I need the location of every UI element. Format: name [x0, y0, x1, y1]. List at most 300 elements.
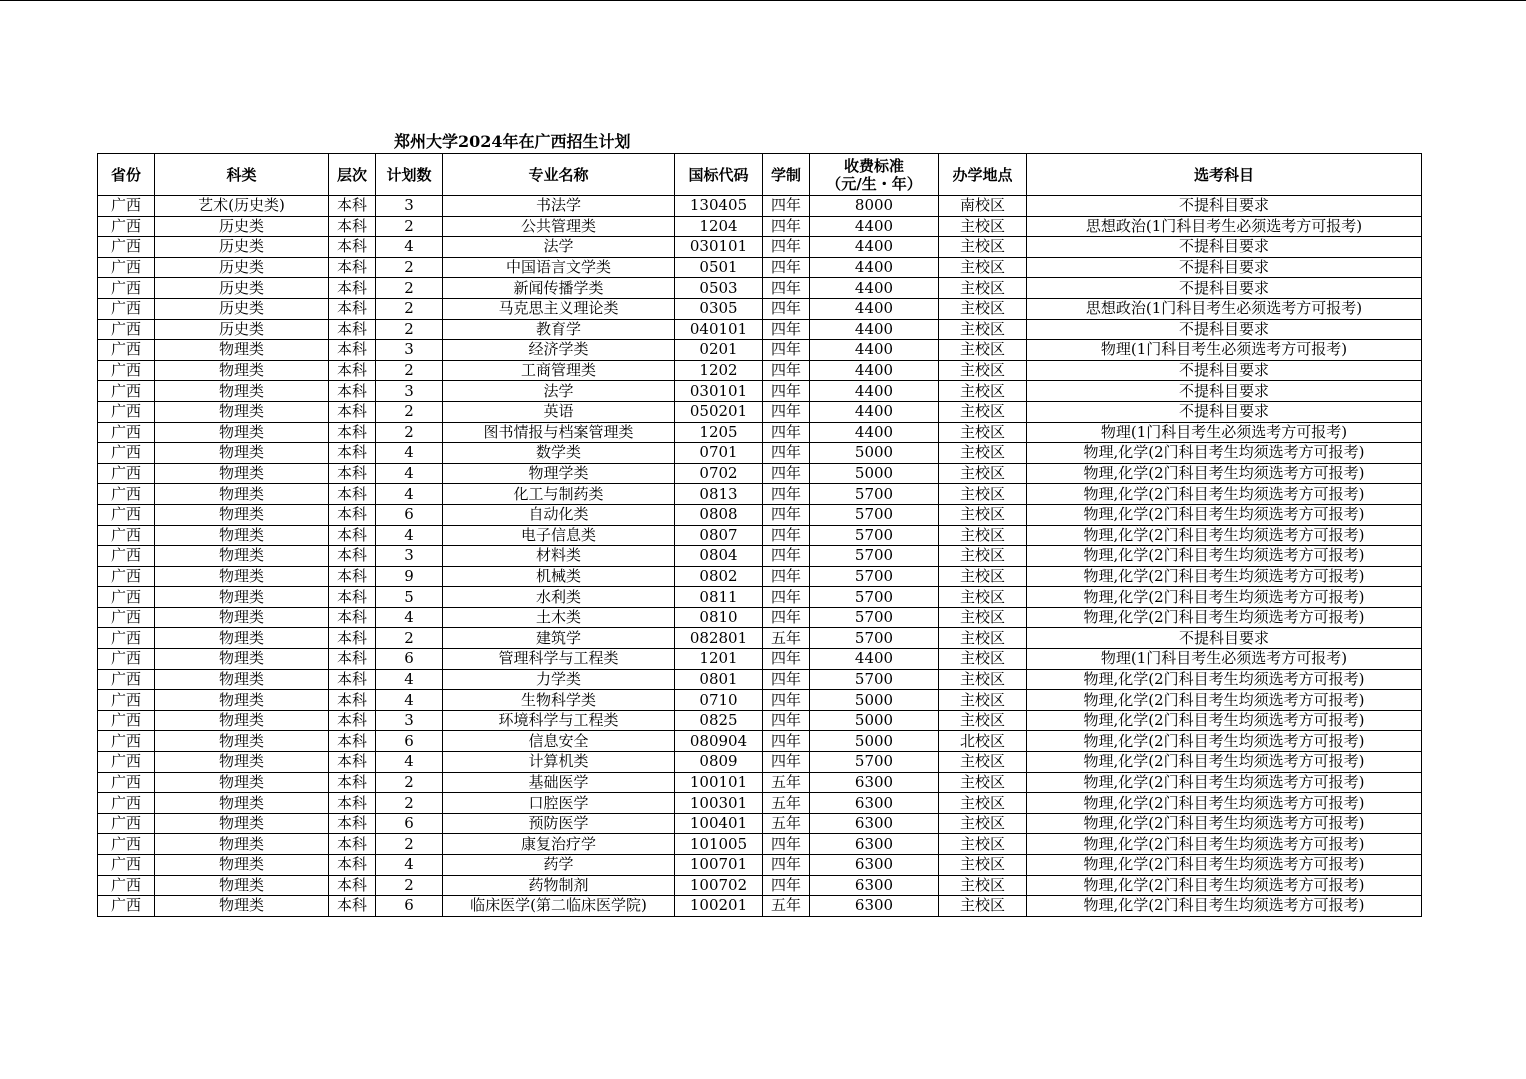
cell-subjects: 物理,化学(2门科目考生均须选考方可报考) — [1027, 793, 1422, 814]
cell-code: 0810 — [675, 607, 763, 628]
cell-category: 物理类 — [155, 463, 329, 484]
cell-category: 物理类 — [155, 401, 329, 422]
cell-fee: 5000 — [810, 443, 939, 464]
cell-code: 0808 — [675, 504, 763, 525]
cell-duration: 四年 — [763, 587, 810, 608]
cell-campus: 主校区 — [939, 628, 1027, 649]
cell-major: 教育学 — [443, 319, 675, 340]
cell-plan: 4 — [376, 855, 443, 876]
cell-plan: 4 — [376, 237, 443, 258]
cell-duration: 四年 — [763, 875, 810, 896]
cell-duration: 五年 — [763, 793, 810, 814]
cell-plan: 6 — [376, 731, 443, 752]
cell-fee: 5700 — [810, 484, 939, 505]
cell-level: 本科 — [329, 813, 376, 834]
cell-plan: 2 — [376, 278, 443, 299]
cell-province: 广西 — [98, 381, 155, 402]
cell-major: 自动化类 — [443, 504, 675, 525]
cell-subjects: 物理,化学(2门科目考生均须选考方可报考) — [1027, 731, 1422, 752]
table-row — [98, 484, 1422, 505]
cell-major: 生物科学类 — [443, 690, 675, 711]
cell-plan: 9 — [376, 566, 443, 587]
cell-subjects: 不提科目要求 — [1027, 319, 1422, 340]
cell-plan: 4 — [376, 669, 443, 690]
cell-code: 040101 — [675, 319, 763, 340]
cell-fee: 4400 — [810, 278, 939, 299]
cell-level: 本科 — [329, 628, 376, 649]
table-row — [98, 401, 1422, 422]
cell-plan: 2 — [376, 401, 443, 422]
cell-duration: 四年 — [763, 237, 810, 258]
cell-campus: 主校区 — [939, 896, 1027, 917]
cell-subjects: 不提科目要求 — [1027, 257, 1422, 278]
cell-campus: 主校区 — [939, 381, 1027, 402]
cell-fee: 4400 — [810, 360, 939, 381]
cell-campus: 南校区 — [939, 196, 1027, 217]
cell-level: 本科 — [329, 278, 376, 299]
cell-fee: 5700 — [810, 504, 939, 525]
cell-level: 本科 — [329, 504, 376, 525]
cell-duration: 四年 — [763, 504, 810, 525]
cell-category: 物理类 — [155, 340, 329, 361]
cell-subjects: 物理,化学(2门科目考生均须选考方可报考) — [1027, 896, 1422, 917]
table-row — [98, 443, 1422, 464]
cell-subjects: 物理,化学(2门科目考生均须选考方可报考) — [1027, 546, 1422, 567]
cell-subjects: 物理(1门科目考生必须选考方可报考) — [1027, 340, 1422, 361]
cell-level: 本科 — [329, 834, 376, 855]
cell-province: 广西 — [98, 278, 155, 299]
cell-province: 广西 — [98, 772, 155, 793]
table-row — [98, 278, 1422, 299]
cell-major: 临床医学(第二临床医学院) — [443, 896, 675, 917]
cell-fee: 4400 — [810, 319, 939, 340]
cell-duration: 四年 — [763, 690, 810, 711]
cell-plan: 4 — [376, 752, 443, 773]
cell-plan: 6 — [376, 649, 443, 670]
cell-code: 1202 — [675, 360, 763, 381]
cell-plan: 2 — [376, 875, 443, 896]
cell-level: 本科 — [329, 196, 376, 217]
cell-code: 100702 — [675, 875, 763, 896]
cell-duration: 五年 — [763, 896, 810, 917]
cell-code: 0811 — [675, 587, 763, 608]
cell-category: 物理类 — [155, 628, 329, 649]
cell-major: 图书情报与档案管理类 — [443, 422, 675, 443]
cell-major: 水利类 — [443, 587, 675, 608]
table-row — [98, 855, 1422, 876]
cell-major: 土木类 — [443, 607, 675, 628]
table-row — [98, 587, 1422, 608]
header-fee — [810, 154, 939, 196]
cell-major: 建筑学 — [443, 628, 675, 649]
cell-level: 本科 — [329, 546, 376, 567]
cell-province: 广西 — [98, 401, 155, 422]
cell-plan: 3 — [376, 546, 443, 567]
cell-fee: 5700 — [810, 566, 939, 587]
cell-plan: 3 — [376, 340, 443, 361]
cell-category: 物理类 — [155, 381, 329, 402]
cell-duration: 四年 — [763, 340, 810, 361]
table-row — [98, 669, 1422, 690]
cell-province: 广西 — [98, 360, 155, 381]
cell-code: 030101 — [675, 381, 763, 402]
cell-campus: 主校区 — [939, 504, 1027, 525]
cell-code: 0813 — [675, 484, 763, 505]
table-row — [98, 340, 1422, 361]
cell-category: 物理类 — [155, 546, 329, 567]
cell-category: 物理类 — [155, 731, 329, 752]
cell-duration: 四年 — [763, 401, 810, 422]
cell-province: 广西 — [98, 257, 155, 278]
cell-campus: 主校区 — [939, 360, 1027, 381]
header-major: 专业名称 — [443, 154, 675, 196]
cell-duration: 四年 — [763, 422, 810, 443]
cell-major: 中国语言文学类 — [443, 257, 675, 278]
enrollment-plan-table — [97, 153, 1422, 917]
cell-level: 本科 — [329, 669, 376, 690]
cell-level: 本科 — [329, 298, 376, 319]
cell-fee: 6300 — [810, 813, 939, 834]
cell-province: 广西 — [98, 813, 155, 834]
cell-subjects: 不提科目要求 — [1027, 401, 1422, 422]
cell-code: 080904 — [675, 731, 763, 752]
cell-province: 广西 — [98, 607, 155, 628]
cell-subjects: 物理(1门科目考生必须选考方可报考) — [1027, 649, 1422, 670]
cell-code: 0710 — [675, 690, 763, 711]
header-category: 科类 — [155, 154, 329, 196]
cell-code: 0702 — [675, 463, 763, 484]
cell-level: 本科 — [329, 772, 376, 793]
cell-level: 本科 — [329, 855, 376, 876]
cell-subjects: 不提科目要求 — [1027, 278, 1422, 299]
cell-campus: 主校区 — [939, 484, 1027, 505]
cell-campus: 主校区 — [939, 813, 1027, 834]
cell-campus: 主校区 — [939, 298, 1027, 319]
page-title: 郑州大学2024年在广西招生计划 — [394, 132, 631, 151]
table-row — [98, 546, 1422, 567]
table-row — [98, 649, 1422, 670]
cell-subjects: 物理,化学(2门科目考生均须选考方可报考) — [1027, 484, 1422, 505]
cell-level: 本科 — [329, 525, 376, 546]
cell-plan: 2 — [376, 793, 443, 814]
cell-subjects: 不提科目要求 — [1027, 628, 1422, 649]
cell-campus: 主校区 — [939, 649, 1027, 670]
cell-subjects: 物理,化学(2门科目考生均须选考方可报考) — [1027, 813, 1422, 834]
cell-major: 物理学类 — [443, 463, 675, 484]
cell-level: 本科 — [329, 237, 376, 258]
cell-duration: 五年 — [763, 813, 810, 834]
cell-duration: 四年 — [763, 710, 810, 731]
cell-duration: 四年 — [763, 669, 810, 690]
header-fee-line2: （元/生・年） — [826, 174, 922, 193]
table-row — [98, 793, 1422, 814]
cell-duration: 四年 — [763, 752, 810, 773]
cell-category: 历史类 — [155, 216, 329, 237]
cell-code: 050201 — [675, 401, 763, 422]
cell-level: 本科 — [329, 649, 376, 670]
cell-major: 经济学类 — [443, 340, 675, 361]
cell-campus: 北校区 — [939, 731, 1027, 752]
cell-campus: 主校区 — [939, 587, 1027, 608]
cell-fee: 6300 — [810, 772, 939, 793]
cell-major: 药物制剂 — [443, 875, 675, 896]
header-duration: 学制 — [763, 154, 810, 196]
table-row — [98, 381, 1422, 402]
cell-code: 100101 — [675, 772, 763, 793]
cell-province: 广西 — [98, 855, 155, 876]
cell-duration: 四年 — [763, 484, 810, 505]
cell-campus: 主校区 — [939, 257, 1027, 278]
cell-level: 本科 — [329, 752, 376, 773]
table-row — [98, 360, 1422, 381]
cell-province: 广西 — [98, 731, 155, 752]
cell-plan: 4 — [376, 690, 443, 711]
cell-province: 广西 — [98, 587, 155, 608]
cell-province: 广西 — [98, 196, 155, 217]
cell-duration: 四年 — [763, 649, 810, 670]
cell-category: 物理类 — [155, 484, 329, 505]
cell-level: 本科 — [329, 360, 376, 381]
cell-code: 1204 — [675, 216, 763, 237]
cell-major: 计算机类 — [443, 752, 675, 773]
cell-fee: 5700 — [810, 587, 939, 608]
cell-province: 广西 — [98, 628, 155, 649]
cell-category: 物理类 — [155, 690, 329, 711]
cell-fee: 4400 — [810, 422, 939, 443]
cell-major: 新闻传播学类 — [443, 278, 675, 299]
cell-duration: 四年 — [763, 731, 810, 752]
table-row — [98, 896, 1422, 917]
cell-level: 本科 — [329, 731, 376, 752]
cell-fee: 5700 — [810, 628, 939, 649]
cell-duration: 四年 — [763, 525, 810, 546]
cell-code: 0809 — [675, 752, 763, 773]
table-row — [98, 257, 1422, 278]
header-campus: 办学地点 — [939, 154, 1027, 196]
cell-plan: 2 — [376, 628, 443, 649]
cell-category: 物理类 — [155, 710, 329, 731]
cell-subjects: 物理,化学(2门科目考生均须选考方可报考) — [1027, 525, 1422, 546]
cell-fee: 4400 — [810, 216, 939, 237]
cell-major: 力学类 — [443, 669, 675, 690]
cell-plan: 6 — [376, 813, 443, 834]
cell-fee: 4400 — [810, 649, 939, 670]
cell-subjects: 物理,化学(2门科目考生均须选考方可报考) — [1027, 772, 1422, 793]
cell-duration: 四年 — [763, 278, 810, 299]
cell-campus: 主校区 — [939, 443, 1027, 464]
cell-province: 广西 — [98, 546, 155, 567]
cell-subjects: 物理,化学(2门科目考生均须选考方可报考) — [1027, 690, 1422, 711]
cell-code: 130405 — [675, 196, 763, 217]
cell-code: 101005 — [675, 834, 763, 855]
cell-major: 药学 — [443, 855, 675, 876]
cell-province: 广西 — [98, 669, 155, 690]
table-row — [98, 710, 1422, 731]
cell-duration: 四年 — [763, 216, 810, 237]
cell-campus: 主校区 — [939, 772, 1027, 793]
cell-code: 0802 — [675, 566, 763, 587]
cell-plan: 6 — [376, 504, 443, 525]
cell-fee: 5700 — [810, 607, 939, 628]
cell-category: 物理类 — [155, 896, 329, 917]
cell-subjects: 思想政治(1门科目考生必须选考方可报考) — [1027, 298, 1422, 319]
cell-campus: 主校区 — [939, 216, 1027, 237]
cell-duration: 四年 — [763, 381, 810, 402]
cell-duration: 五年 — [763, 628, 810, 649]
cell-subjects: 物理,化学(2门科目考生均须选考方可报考) — [1027, 587, 1422, 608]
cell-subjects: 不提科目要求 — [1027, 237, 1422, 258]
cell-subjects: 物理,化学(2门科目考生均须选考方可报考) — [1027, 855, 1422, 876]
cell-level: 本科 — [329, 710, 376, 731]
cell-fee: 4400 — [810, 381, 939, 402]
table-row — [98, 298, 1422, 319]
cell-subjects: 物理,化学(2门科目考生均须选考方可报考) — [1027, 669, 1422, 690]
cell-fee: 5700 — [810, 546, 939, 567]
cell-province: 广西 — [98, 649, 155, 670]
cell-code: 0503 — [675, 278, 763, 299]
table-row — [98, 422, 1422, 443]
cell-province: 广西 — [98, 319, 155, 340]
cell-fee: 4400 — [810, 237, 939, 258]
cell-fee: 8000 — [810, 196, 939, 217]
cell-subjects: 物理,化学(2门科目考生均须选考方可报考) — [1027, 834, 1422, 855]
cell-code: 0201 — [675, 340, 763, 361]
cell-fee: 5000 — [810, 710, 939, 731]
cell-code: 0701 — [675, 443, 763, 464]
cell-major: 材料类 — [443, 546, 675, 567]
table-body — [98, 196, 1422, 917]
cell-duration: 四年 — [763, 546, 810, 567]
cell-duration: 四年 — [763, 196, 810, 217]
cell-plan: 2 — [376, 772, 443, 793]
table-row — [98, 752, 1422, 773]
cell-province: 广西 — [98, 896, 155, 917]
cell-plan: 2 — [376, 298, 443, 319]
cell-level: 本科 — [329, 875, 376, 896]
cell-major: 环境科学与工程类 — [443, 710, 675, 731]
cell-campus: 主校区 — [939, 278, 1027, 299]
cell-category: 物理类 — [155, 793, 329, 814]
table-row — [98, 319, 1422, 340]
cell-category: 物理类 — [155, 875, 329, 896]
cell-major: 化工与制药类 — [443, 484, 675, 505]
cell-province: 广西 — [98, 484, 155, 505]
cell-plan: 2 — [376, 422, 443, 443]
cell-subjects: 不提科目要求 — [1027, 196, 1422, 217]
cell-category: 物理类 — [155, 834, 329, 855]
cell-major: 英语 — [443, 401, 675, 422]
cell-category: 历史类 — [155, 298, 329, 319]
cell-major: 机械类 — [443, 566, 675, 587]
cell-plan: 6 — [376, 896, 443, 917]
cell-category: 物理类 — [155, 607, 329, 628]
table-row — [98, 628, 1422, 649]
cell-category: 艺术(历史类) — [155, 196, 329, 217]
cell-campus: 主校区 — [939, 752, 1027, 773]
cell-campus: 主校区 — [939, 690, 1027, 711]
cell-category: 物理类 — [155, 422, 329, 443]
cell-province: 广西 — [98, 504, 155, 525]
cell-code: 100301 — [675, 793, 763, 814]
cell-duration: 四年 — [763, 298, 810, 319]
table-row — [98, 504, 1422, 525]
cell-campus: 主校区 — [939, 546, 1027, 567]
table-row — [98, 690, 1422, 711]
cell-campus: 主校区 — [939, 401, 1027, 422]
cell-code: 0501 — [675, 257, 763, 278]
cell-campus: 主校区 — [939, 834, 1027, 855]
cell-major: 公共管理类 — [443, 216, 675, 237]
cell-category: 物理类 — [155, 855, 329, 876]
cell-province: 广西 — [98, 422, 155, 443]
cell-major: 预防医学 — [443, 813, 675, 834]
cell-category: 历史类 — [155, 319, 329, 340]
cell-campus: 主校区 — [939, 319, 1027, 340]
table-row — [98, 772, 1422, 793]
cell-level: 本科 — [329, 340, 376, 361]
cell-province: 广西 — [98, 875, 155, 896]
cell-fee: 6300 — [810, 896, 939, 917]
header-fee-line1: 收费标准 — [843, 156, 904, 175]
cell-category: 物理类 — [155, 504, 329, 525]
cell-province: 广西 — [98, 216, 155, 237]
cell-subjects: 物理,化学(2门科目考生均须选考方可报考) — [1027, 875, 1422, 896]
cell-fee: 6300 — [810, 855, 939, 876]
cell-duration: 四年 — [763, 257, 810, 278]
cell-fee: 5000 — [810, 690, 939, 711]
table-header-row — [98, 154, 1422, 196]
cell-duration: 四年 — [763, 607, 810, 628]
cell-code: 0804 — [675, 546, 763, 567]
cell-plan: 3 — [376, 381, 443, 402]
table-row — [98, 463, 1422, 484]
cell-code: 0305 — [675, 298, 763, 319]
cell-fee: 4400 — [810, 298, 939, 319]
cell-duration: 四年 — [763, 834, 810, 855]
cell-level: 本科 — [329, 422, 376, 443]
cell-level: 本科 — [329, 690, 376, 711]
cell-province: 广西 — [98, 463, 155, 484]
cell-campus: 主校区 — [939, 463, 1027, 484]
cell-plan: 4 — [376, 443, 443, 464]
cell-plan: 4 — [376, 484, 443, 505]
cell-campus: 主校区 — [939, 855, 1027, 876]
cell-plan: 3 — [376, 710, 443, 731]
cell-campus: 主校区 — [939, 607, 1027, 628]
cell-fee: 5700 — [810, 752, 939, 773]
cell-duration: 四年 — [763, 360, 810, 381]
cell-fee: 5000 — [810, 463, 939, 484]
cell-category: 物理类 — [155, 752, 329, 773]
table-row — [98, 731, 1422, 752]
cell-code: 0801 — [675, 669, 763, 690]
cell-fee: 4400 — [810, 340, 939, 361]
cell-level: 本科 — [329, 793, 376, 814]
cell-duration: 四年 — [763, 855, 810, 876]
cell-subjects: 物理,化学(2门科目考生均须选考方可报考) — [1027, 566, 1422, 587]
cell-code: 0825 — [675, 710, 763, 731]
cell-category: 物理类 — [155, 649, 329, 670]
header-province: 省份 — [98, 154, 155, 196]
cell-campus: 主校区 — [939, 525, 1027, 546]
cell-plan: 4 — [376, 525, 443, 546]
cell-subjects: 物理,化学(2门科目考生均须选考方可报考) — [1027, 463, 1422, 484]
cell-category: 物理类 — [155, 587, 329, 608]
cell-level: 本科 — [329, 484, 376, 505]
cell-plan: 2 — [376, 257, 443, 278]
table-row — [98, 834, 1422, 855]
cell-province: 广西 — [98, 443, 155, 464]
